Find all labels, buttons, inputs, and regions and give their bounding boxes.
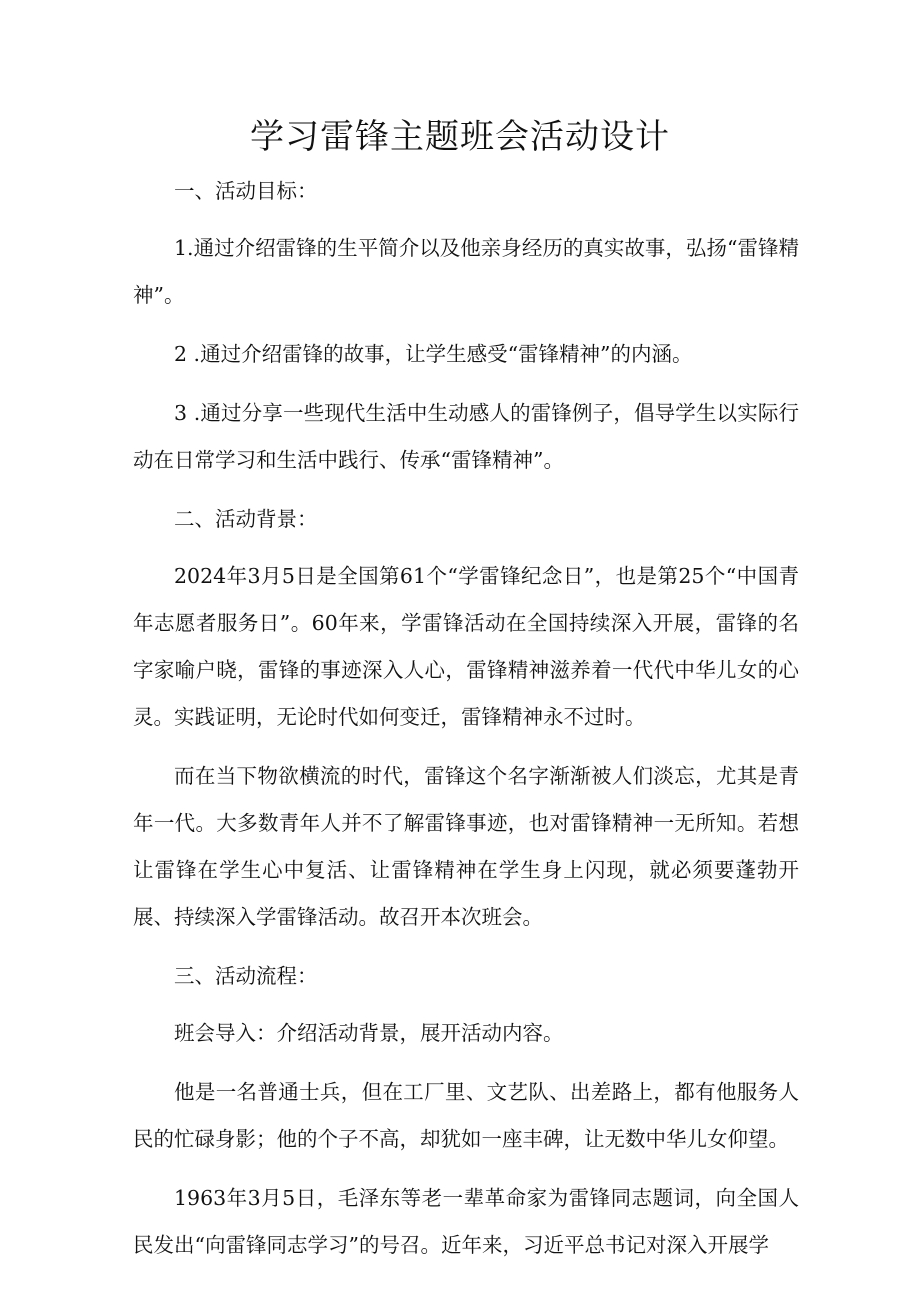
section-heading-background: 二、活动背景： [174,507,318,531]
background-paragraph-2: 而在当下物欲横流的时代，雷锋这个名字渐渐被人们淡忘，尤其是青年一代。大多数青年人并不了解雷锋事迹，也对雷锋精神一无所知。若想让雷锋在学生心中复活、让雷锋精神在学生身上闪现，就必须要蓬勃开展、持续深入学雷锋活动。故召开本次班会。 [133,764,799,929]
goal-item-1: 1.通过介绍雷锋的生平简介以及他亲身经历的真实故事，弘扬“雷锋精神”。 [133,236,799,307]
document-title: 学习雷锋主题班会活动设计 [250,117,670,157]
section-heading-process: 三、活动流程： [174,964,318,988]
background-paragraph-1: 2024年3月5日是全国第61个“学雷锋纪念日”，也是第25个“中国青年志愿者服务日”。60年来，学雷锋活动在全国持续深入开展，雷锋的名字家喻户晓，雷锋的事迹深入人心，雷锋精神滋养着一代代中华儿女的心灵。实践证明，无论时代如何变迁，雷锋精神永不过时。 [133,564,799,729]
goal-item-3: 3 .通过分享一些现代生活中生动感人的雷锋例子，倡导学生以实际行动在日常学习和生活中践行、传承“雷锋精神”。 [133,401,799,472]
process-paragraph-1: 他是一名普通士兵，但在工厂里、文艺队、出差路上，都有他服务人民的忙碌身影；他的个子不高，却犹如一座丰碑，让无数中华儿女仰望。 [133,1080,799,1151]
process-paragraph-2: 1963年3月5日，毛泽东等老一辈革命家为雷锋同志题词，向全国人民发出“向雷锋同志学习”的号召。近年来，习近平总书记对深入开展学 [133,1186,799,1257]
goal-item-2: 2 .通过介绍雷锋的故事，让学生感受“雷锋精神”的内涵。 [174,342,693,366]
section-heading-goals: 一、活动目标： [174,179,318,203]
document-body [133,168,799,1281]
process-intro: 班会导入：介绍活动背景，展开活动内容。 [174,1021,564,1045]
